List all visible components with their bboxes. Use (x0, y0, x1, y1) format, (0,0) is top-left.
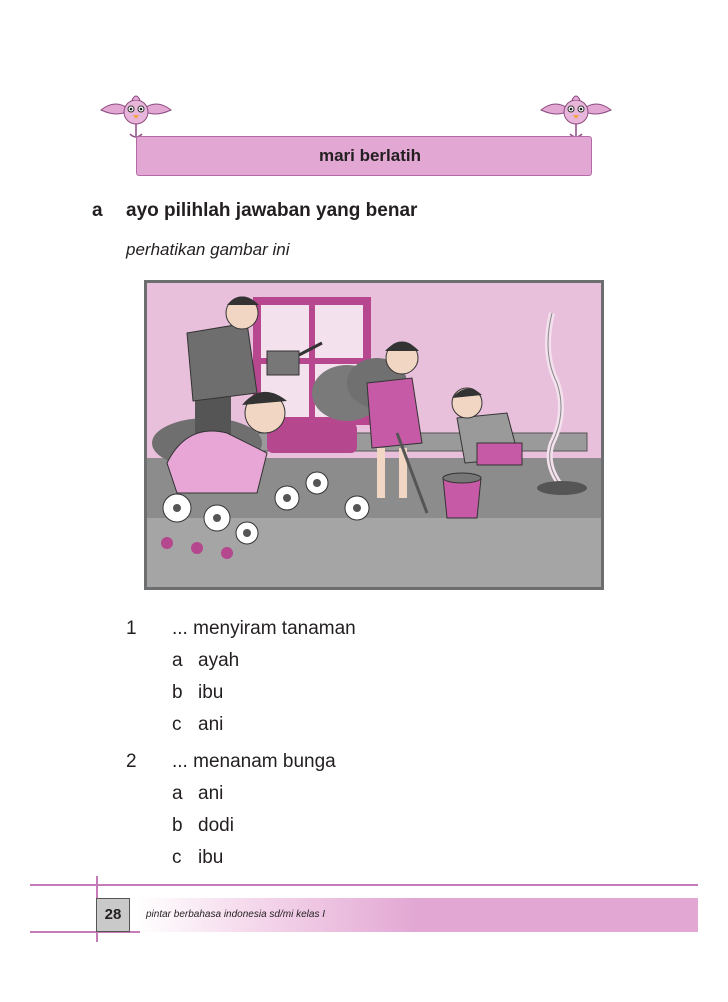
section-letter: a (92, 200, 103, 221)
option-text: ibu (198, 847, 224, 868)
option-letter: b (172, 682, 183, 703)
answer-option[interactable] (172, 783, 223, 805)
option-letter: c (172, 714, 182, 735)
section-title: ayo pilihlah jawaban yang benar (126, 200, 418, 221)
option-letter: c (172, 847, 182, 868)
question-number: 1 (126, 618, 137, 639)
option-letter: a (172, 783, 183, 804)
option-text: ayah (198, 650, 240, 671)
answer-option[interactable] (172, 847, 223, 869)
answer-option[interactable] (172, 714, 223, 736)
book-title: pintar berbahasa indonesia sd/mi kelas I (146, 909, 325, 920)
question-text: ... menyiram tanaman (172, 618, 356, 639)
option-text: dodi (198, 815, 234, 836)
option-letter: a (172, 650, 183, 671)
banner-title: mari berlatih (318, 146, 421, 165)
option-text: ibu (198, 682, 224, 703)
footer-divider-top (30, 884, 698, 886)
family-garden-illustration (144, 280, 604, 590)
option-text: ani (198, 714, 224, 735)
section-instruction: perhatikan gambar ini (126, 240, 290, 259)
title-banner (136, 136, 592, 176)
answer-option[interactable] (172, 682, 223, 704)
question-text: ... menanam bunga (172, 751, 336, 772)
page-number: 28 (96, 898, 130, 932)
question-number: 2 (126, 751, 137, 772)
option-letter: b (172, 815, 183, 836)
answer-option[interactable] (172, 815, 234, 837)
option-text: ani (198, 783, 224, 804)
answer-option[interactable] (172, 650, 239, 672)
garden-scene-image (147, 283, 601, 587)
